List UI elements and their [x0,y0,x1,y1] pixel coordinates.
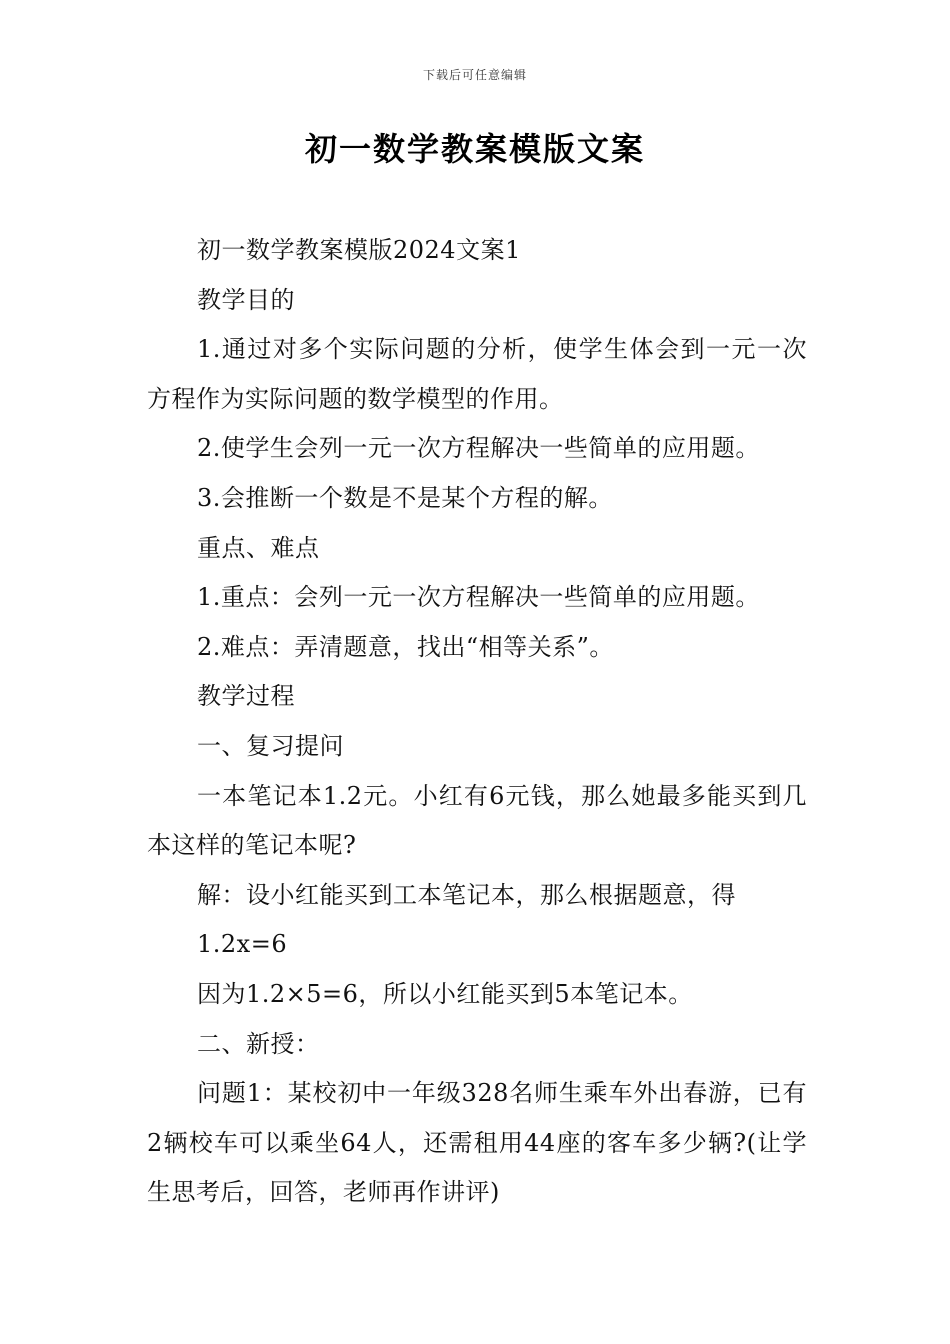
section-heading-key-points: 重点、难点 [197,533,320,562]
paragraph-answer: 因为1.2×5=6，所以小红能买到5本笔记本。 [197,979,693,1008]
paragraph-solution: 解：设小红能买到工本笔记本，那么根据题意，得 [197,880,736,909]
paragraph-objective-3: 3.会推断一个数是不是某个方程的解。 [197,483,613,512]
document-title: 初一数学教案模版文案 [304,130,645,168]
paragraph-equation: 1.2x=6 [197,930,288,959]
paragraph-objective-1: 1.通过对多个实际问题的分析，使学生体会到一元一次方程作为实际问题的数学模型的作用。 [147,335,807,413]
section-heading-process: 教学过程 [197,682,295,711]
document-body [147,226,807,1218]
section-heading-review: 一、复习提问 [197,731,344,760]
paragraph-review-question: 一本笔记本1.2元。小红有6元钱，那么她最多能买到几本这样的笔记本呢? [147,781,807,860]
section-heading-new-lesson: 二、新授： [197,1029,320,1058]
paragraph-subtitle: 初一数学教案模版2024文案1 [197,236,521,264]
paragraph-problem-1: 问题1：某校初中一年级328名师生乘车外出春游，已有2辆校车可以乘坐64人，还需租用44座的客车多少辆?(让学生思考后，回答，老师再作讲评) [147,1079,807,1207]
page-header-note: 下载后可任意编辑 [422,68,527,82]
paragraph-key-point: 1.重点：会列一元一次方程解决一些简单的应用题。 [197,583,760,612]
paragraph-difficulty: 2.难点：弄清题意，找出“相等关系”。 [197,632,614,661]
paragraph-objective-2: 2.使学生会列一元一次方程解决一些简单的应用题。 [197,434,760,463]
section-heading-objectives: 教学目的 [197,285,295,314]
